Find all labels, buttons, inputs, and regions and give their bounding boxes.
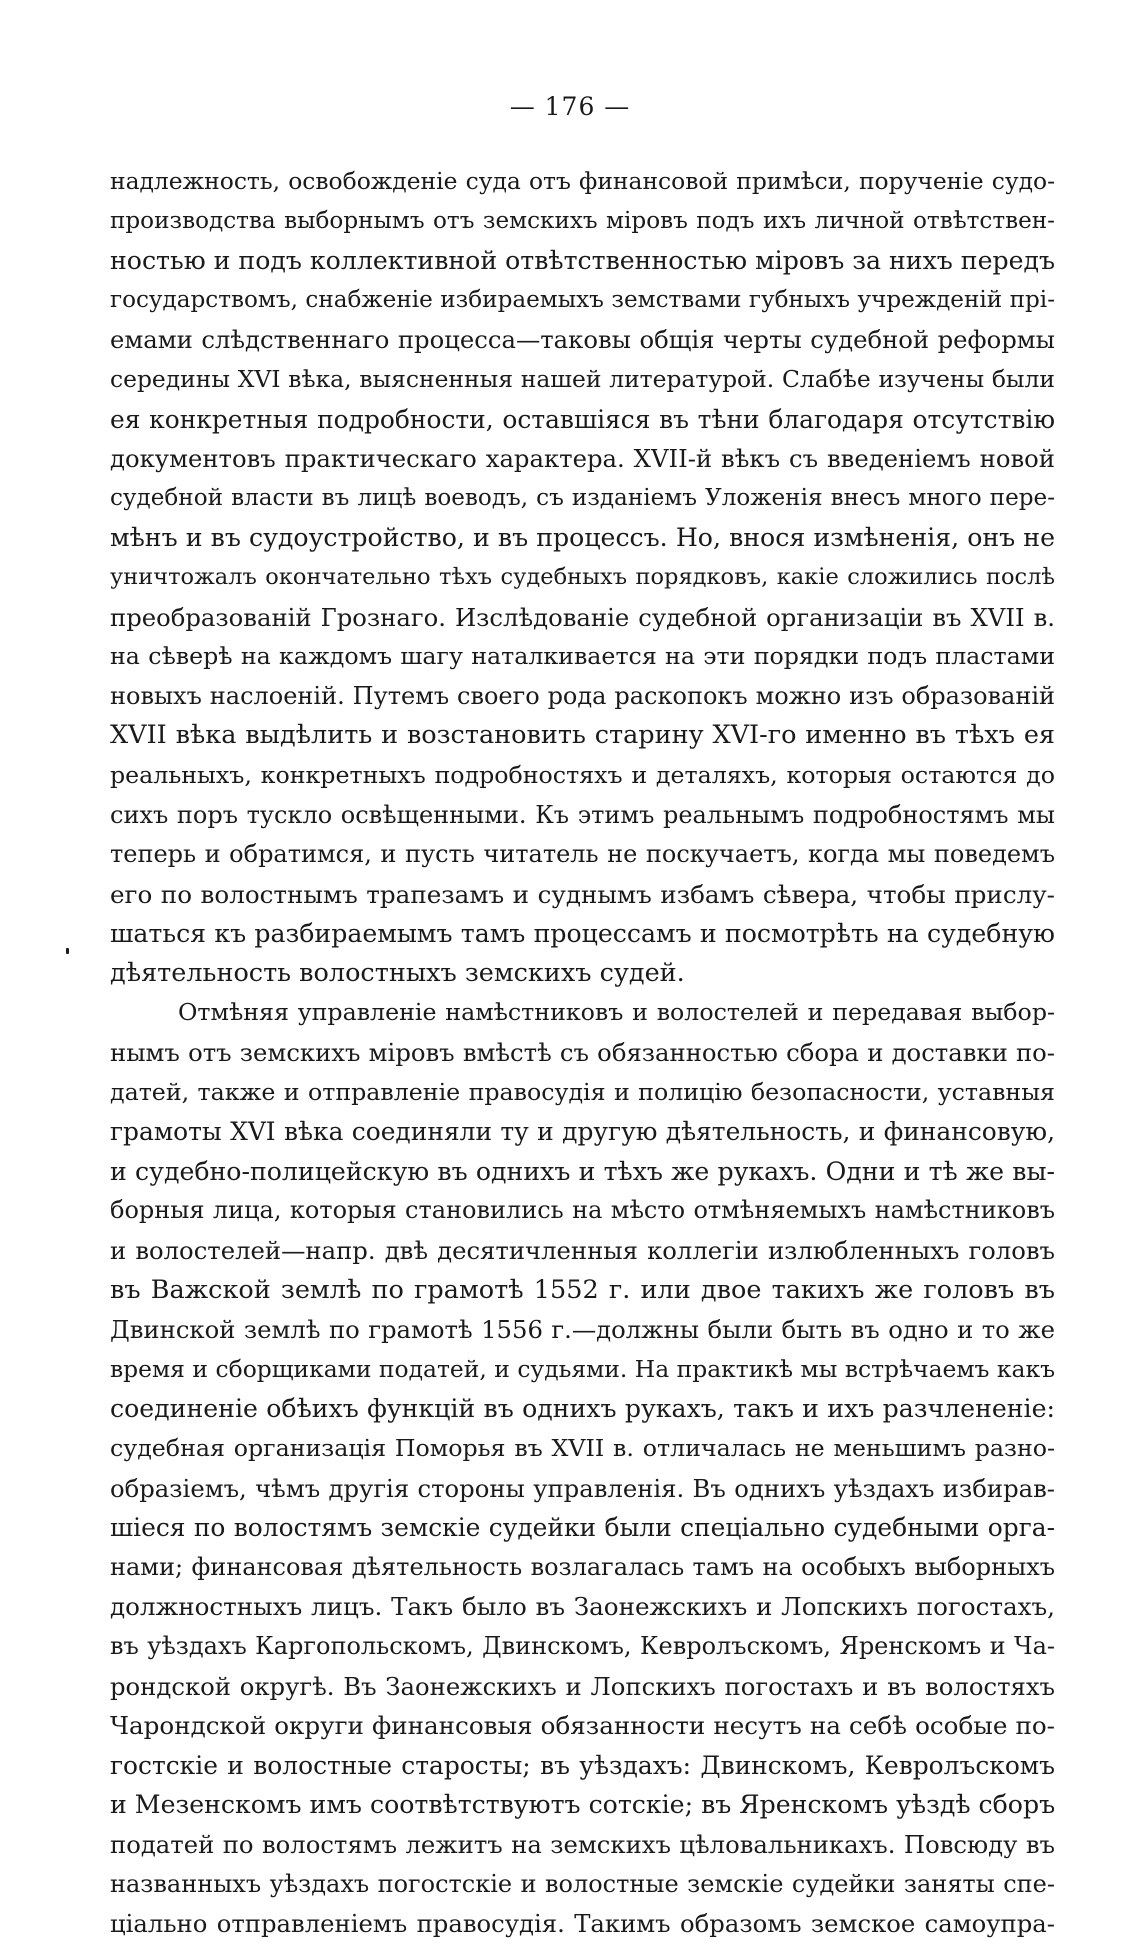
text-line: образіемъ, чѣмъ другія стороны управленія. Въ однихъ уѣздахъ избирав-	[110, 1473, 1055, 1503]
text-line: нами; финансовая дѣятельность возлагалась тамъ на особыхъ выборныхъ	[110, 1552, 1055, 1581]
text-line: должностныхъ лицъ. Такъ было въ Заонежскихъ и Лопскихъ погостахъ,	[110, 1592, 1055, 1622]
text-line: теперь и обратимся, и пусть читатель не поскучаетъ, когда мы поведемъ	[110, 840, 1055, 869]
text-line: рондской округѣ. Въ Заонежскихъ и Лопскихъ погостахъ и въ волостяхъ	[110, 1671, 1055, 1701]
text-line: ея конкретныя подробности, оставшіяся въ тѣни благодаря отсутствію	[110, 404, 1055, 434]
text-line: нымъ отъ земскихъ міровъ вмѣстѣ съ обязанностью сбора и доставки по-	[110, 1038, 1055, 1068]
text-line: грамоты XVI вѣка соединяли ту и другую дѣятельность, и финансовую,	[110, 1117, 1055, 1147]
body-text	[110, 162, 1055, 1944]
text-line: середины XVI вѣка, выясненныя нашей литературой. Слабѣе изучены были	[110, 364, 1055, 393]
text-line: и волостелей—напр. двѣ десятичленныя коллегіи излюбленныхъ головъ	[110, 1236, 1055, 1266]
text-line: на сѣверѣ на каждомъ шагу наталкивается на эти порядки подъ пластами	[110, 642, 1055, 671]
text-line: и судебно-полицейскую въ однихъ и тѣхъ же рукахъ. Одни и тѣ же вы-	[110, 1156, 1055, 1186]
text-line: гостскіе и волостные старосты; въ уѣздахъ: Двинскомъ, Кевролъскомъ	[110, 1750, 1055, 1780]
text-line: уничтожалъ окончательно тѣхъ судебныхъ порядковъ, какіе сложились послѣ	[110, 563, 1055, 590]
text-line: борныя лица, которыя становились на мѣсто отмѣняемыхъ намѣстниковъ	[110, 1196, 1055, 1225]
text-line: судебная организація Поморья въ XVII в. отличалась не меньшимъ разно-	[110, 1434, 1055, 1462]
text-line: реальныхъ, конкретныхъ подробностяхъ и деталяхъ, которыя остаются до	[110, 760, 1055, 789]
text-line: ностью и подъ коллективной отвѣтственностью міровъ за нихъ передъ	[110, 246, 1055, 276]
text-line: Чарондской округи финансовыя обязанности несутъ на себѣ особые по-	[110, 1711, 1055, 1741]
text-line: мѣнъ и въ судоустройство, и въ процессъ. Но, внося измѣненія, онъ не	[110, 523, 1055, 553]
text-line: Двинской землѣ по грамотѣ 1556 г.—должны были быть въ одно и то же	[110, 1315, 1055, 1345]
text-line: шіеся по волостямъ земскіе судейки были спеціально судебными орга-	[110, 1513, 1055, 1543]
text-line: новыхъ наслоеній. Путемъ своего рода раскопокъ можно изъ образованій	[110, 681, 1055, 710]
text-line: дѣятельность волостныхъ земскихъ судей.	[110, 957, 685, 988]
text-line: соединеніе обѣихъ функцій въ однихъ рукахъ, такъ и ихъ разчлененіе:	[110, 1394, 1055, 1424]
margin-mark	[66, 948, 69, 954]
text-line: судебной власти въ лицѣ воеводъ, съ изданіемъ Уложенія внесъ много пере-	[110, 484, 1055, 511]
text-line: производства выборнымъ отъ земскихъ міровъ подъ ихъ личной отвѣтствен-	[110, 207, 1055, 234]
text-line: надлежность, освобожденіе суда отъ финансовой примѣси, порученіе судо-	[110, 167, 1055, 195]
text-line: сихъ поръ тускло освѣщенными. Къ этимъ реальнымъ подробностямъ мы	[110, 800, 1055, 829]
text-line: время и сборщиками податей, и судьями. На практикѣ мы встрѣчаемъ какъ	[110, 1354, 1055, 1383]
paragraph-2	[110, 993, 1055, 1943]
text-line: государствомъ, снабженіе избираемыхъ земствами губныхъ учрежденій прі-	[110, 286, 1055, 313]
text-line: емами слѣдственнаго процесса—таковы общія черты судебной реформы	[110, 325, 1055, 355]
text-line: XVII вѣка выдѣлить и возстановить старину XVI-го именно въ тѣхъ ея	[110, 720, 1055, 751]
text-line: ціально отправленіемъ правосудія. Такимъ образомъ земское самоупра-	[110, 1909, 1055, 1939]
text-line: шаться къ разбираемымъ тамъ процессамъ и посмотрѣть на судебную	[110, 919, 1055, 949]
text-line: Отмѣняя управленіе намѣстниковъ и волостелей и передавая выбор-	[178, 998, 1055, 1027]
text-line: податей по волостямъ лежитъ на земскихъ цѣловальникахъ. Повсюду въ	[110, 1829, 1055, 1859]
text-line: его по волостнымъ трапезамъ и суднымъ избамъ сѣвера, чтобы прислу-	[110, 879, 1055, 909]
page-number: — 176 —	[509, 92, 631, 121]
text-line: въ Важской землѣ по грамотѣ 1552 г. или двое такихъ же головъ въ	[110, 1274, 1055, 1305]
text-line: въ уѣздахъ Каргопольскомъ, Двинскомъ, Кевролъскомъ, Яренскомъ и Ча-	[110, 1631, 1055, 1660]
paragraph-1	[110, 162, 1055, 993]
text-line: преобразованій Грознаго. Изслѣдованіе судебной организаціи въ XVII в.	[110, 602, 1055, 632]
text-line: и Мезенскомъ имъ соотвѣтствуютъ сотскіе; въ Яренскомъ уѣздѣ сборъ	[110, 1790, 1055, 1820]
text-line: названныхъ уѣздахъ погостскіе и волостные земскіе судейки заняты спе-	[110, 1869, 1055, 1898]
text-line: датей, также и отправленіе правосудія и полицію безопасности, уставныя	[110, 1077, 1055, 1106]
text-line: документовъ практическаго характера. XVII-й вѣкъ съ введеніемъ новой	[110, 444, 1055, 474]
